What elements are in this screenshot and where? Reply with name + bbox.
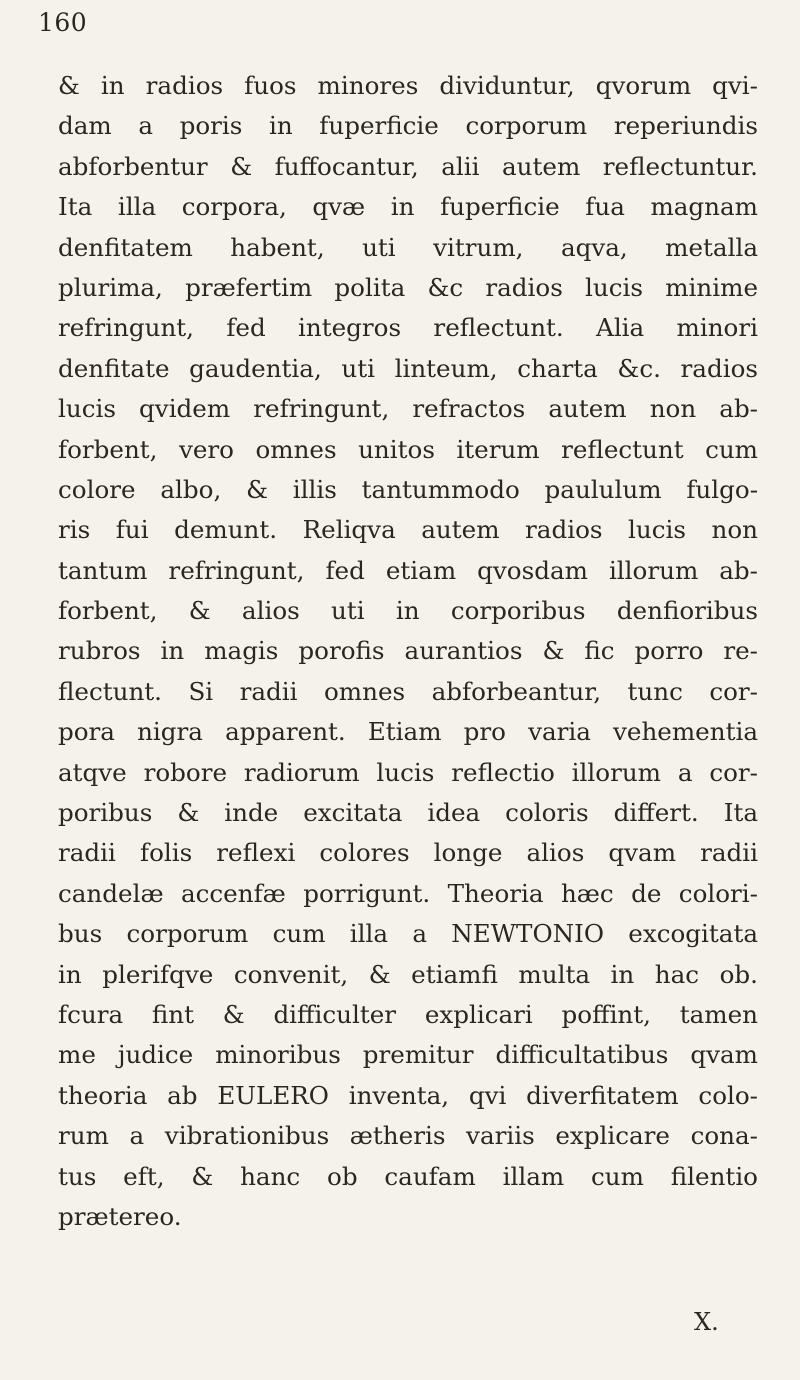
- text-line: refringunt, fed integros reflectunt. Alia minori: [58, 313, 758, 343]
- catchword: X.: [694, 1308, 719, 1336]
- text-line: rum a vibrationibus ætheris variis explicare cona-: [58, 1121, 758, 1151]
- text-line: theoria ab EULERO inventa, qvi diverfitatem colo-: [58, 1080, 758, 1110]
- text-line: prætereo.: [58, 1201, 182, 1231]
- text-line: candelæ accenfæ porrigunt. Theoria hæc de colori-: [58, 878, 758, 908]
- text-line: denfitatem habent, uti vitrum, aqva, metalla: [58, 232, 758, 262]
- text-line: fcura fint & difficulter explicari poffint, tamen: [58, 999, 758, 1029]
- text-line: me judice minoribus premitur difficultatibus qvam: [58, 1040, 758, 1070]
- text-line: pora nigra apparent. Etiam pro varia vehementia: [58, 717, 758, 747]
- page-number: 160: [38, 8, 88, 37]
- text-line: colore albo, & illis tantummodo paululum fulgo-: [58, 474, 758, 504]
- text-line: atqve robore radiorum lucis reflectio illorum a cor-: [58, 757, 758, 787]
- text-line: poribus & inde excitata idea coloris differt. Ita: [58, 798, 758, 828]
- text-line: lucis qvidem refringunt, refractos autem non ab-: [58, 394, 758, 424]
- text-line: denfitate gaudentia, uti linteum, charta &c. radios: [58, 353, 758, 383]
- text-line: tus eft, & hanc ob caufam illam cum filentio: [58, 1161, 758, 1191]
- text-line: & in radios fuos minores dividuntur, qvorum qvi-: [58, 71, 758, 100]
- text-line: tantum refringunt, fed etiam qvosdam illorum ab-: [58, 555, 758, 585]
- body-text: [58, 66, 758, 1237]
- text-line: abforbentur & fuffocantur, alii autem reflectuntur.: [58, 151, 758, 181]
- text-line: forbent, vero omnes unitos iterum reflectunt cum: [58, 434, 758, 464]
- text-line: Ita illa corpora, qvæ in fuperficie fua magnam: [58, 192, 758, 222]
- text-line: rubros in magis porofis aurantios & fic porro re-: [58, 636, 758, 666]
- text-line: dam a poris in fuperficie corporum reperiundis: [58, 111, 758, 141]
- text-line: plurima, præfertim polita &c radios lucis minime: [58, 272, 758, 302]
- text-line: ris fui demunt. Reliqva autem radios lucis non: [58, 515, 758, 545]
- text-line: bus corporum cum illa a NEWTONIO excogitata: [58, 919, 758, 949]
- text-line: forbent, & alios uti in corporibus denfioribus: [58, 596, 758, 626]
- text-line: radii folis reflexi colores longe alios qvam radii: [58, 838, 758, 868]
- text-line: in plerifqve convenit, & etiamfi multa in hac ob.: [58, 959, 758, 989]
- text-line: flectunt. Si radii omnes abforbeantur, tunc cor-: [58, 676, 758, 706]
